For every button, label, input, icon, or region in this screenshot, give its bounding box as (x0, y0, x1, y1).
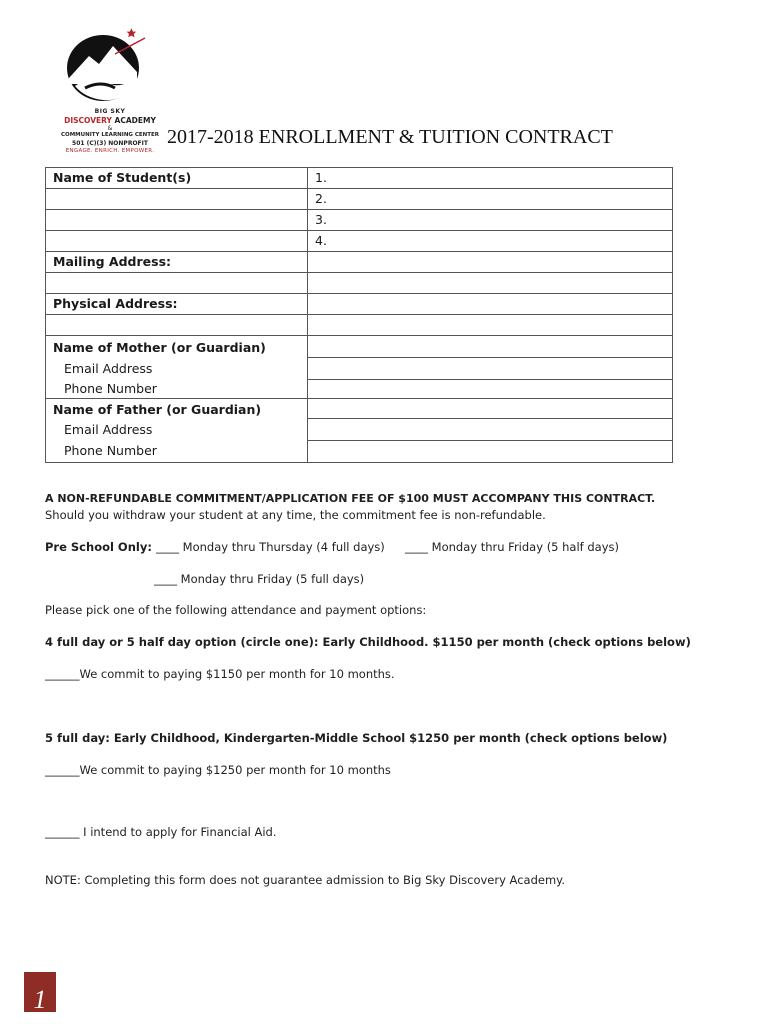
student-name-field-2[interactable] (46, 189, 308, 210)
student-slot-2[interactable]: 2. (308, 189, 673, 210)
academy-logo (55, 26, 165, 154)
admission-note: NOTE: Completing this form does not guarantee admission to Big Sky Discovery Academy. (45, 873, 565, 887)
father-name-label: Name of Father (or Guardian) (53, 402, 262, 417)
table-row (46, 168, 673, 189)
mailing-address-field-3[interactable] (308, 273, 673, 294)
table-row (46, 399, 673, 463)
table-row (46, 273, 673, 294)
mother-name-label: Name of Mother (or Guardian) (53, 340, 266, 355)
mother-email-field[interactable] (308, 358, 672, 380)
physical-address-label: Physical Address: (46, 294, 308, 315)
table-row (46, 315, 673, 336)
logo-discovery-word: DISCOVERY (64, 116, 112, 125)
father-info-fields (308, 399, 673, 463)
preschool-option-5-half-days[interactable]: ____ Monday thru Friday (5 half days) (405, 540, 620, 554)
option-a-heading: 4 full day or 5 half day option (circle one): Early Childhood. $1150 per month (check options below) (45, 635, 691, 649)
preschool-option-5-full-days[interactable]: ____ Monday thru Friday (5 full days) (154, 572, 365, 586)
mother-info-fields (308, 336, 673, 399)
father-info-block (46, 399, 308, 463)
student-name-field-3[interactable] (46, 210, 308, 231)
mother-email-label: Email Address (64, 361, 153, 376)
physical-address-field[interactable] (308, 294, 673, 315)
table-row (46, 210, 673, 231)
mailing-address-field[interactable] (308, 252, 673, 273)
mountain-logo-icon (55, 26, 165, 108)
student-name-field-4[interactable] (46, 231, 308, 252)
logo-line-2 (55, 117, 165, 125)
enrollment-form-table (45, 167, 673, 463)
page-number-tab: 1 (24, 972, 56, 1012)
student-name-label: Name of Student(s) (46, 168, 308, 189)
mother-name-field[interactable] (308, 336, 672, 358)
option-b-commit-line[interactable]: ______We commit to paying $1250 per month for 10 months (45, 763, 391, 777)
preschool-label: Pre School Only: (45, 540, 152, 554)
table-row (46, 336, 673, 399)
option-a-commit-line[interactable]: ______We commit to paying $1150 per month for 10 months. (45, 667, 395, 681)
mother-phone-label: Phone Number (64, 381, 157, 396)
fee-heading: A NON-REFUNDABLE COMMITMENT/APPLICATION FEE OF $100 MUST ACCOMPANY THIS CONTRACT. (45, 492, 656, 505)
table-row (46, 252, 673, 273)
physical-address-field-3[interactable] (308, 315, 673, 336)
option-b-heading: 5 full day: Early Childhood, Kindergarten-Middle School $1250 per month (check options below) (45, 731, 668, 745)
logo-line-3: & (107, 125, 113, 132)
preschool-option-4-full-days[interactable]: ____ Monday thru Thursday (4 full days) (156, 540, 385, 554)
father-email-label: Email Address (64, 422, 153, 437)
logo-line-5: 501 (C)(3) NONPROFIT (72, 140, 148, 147)
student-slot-3[interactable]: 3. (308, 210, 673, 231)
mailing-address-label: Mailing Address: (46, 252, 308, 273)
table-row (46, 189, 673, 210)
table-row (46, 294, 673, 315)
logo-line-4: COMMUNITY LEARNING CENTER (61, 132, 159, 138)
financial-aid-line[interactable]: ______ I intend to apply for Financial Aid. (45, 825, 277, 839)
student-slot-4[interactable]: 4. (308, 231, 673, 252)
physical-address-field-2[interactable] (46, 315, 308, 336)
father-phone-field[interactable] (308, 441, 672, 462)
page-title: 2017-2018 ENROLLMENT & TUITION CONTRACT (167, 126, 613, 148)
mailing-address-field-2[interactable] (46, 273, 308, 294)
logo-academy-word: ACADEMY (111, 116, 156, 125)
table-row (46, 231, 673, 252)
father-phone-label: Phone Number (64, 443, 157, 458)
mother-info-block (46, 336, 308, 399)
father-email-field[interactable] (308, 419, 672, 441)
mother-phone-field[interactable] (308, 380, 672, 398)
logo-tagline: ENGAGE. ENRICH. EMPOWER. (65, 148, 155, 154)
attendance-instructions: Please pick one of the following attendance and payment options: (45, 603, 427, 617)
student-slot-1[interactable]: 1. (308, 168, 673, 189)
father-name-field[interactable] (308, 399, 672, 419)
fee-note: Should you withdraw your student at any time, the commitment fee is non-refundable. (45, 508, 546, 522)
logo-line-1: BIG SKY (94, 108, 126, 115)
